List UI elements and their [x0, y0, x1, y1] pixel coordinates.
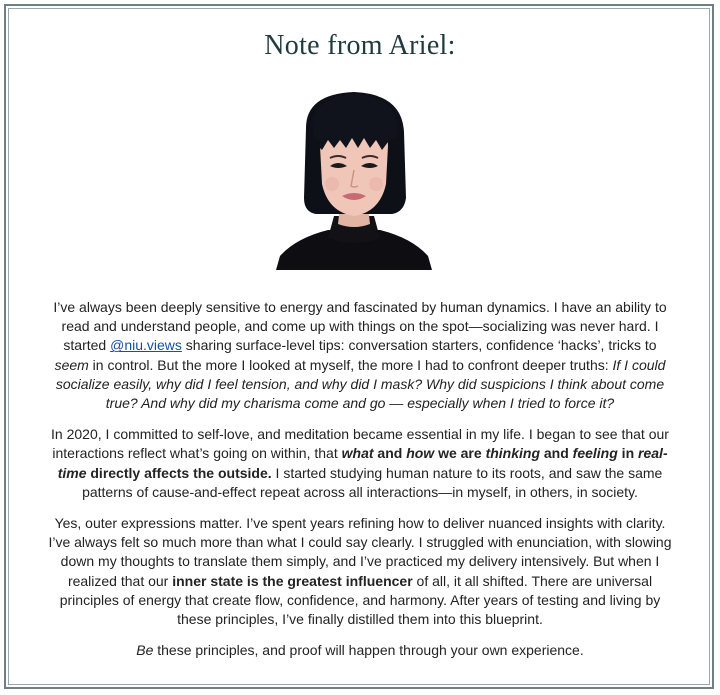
page-title: Note from Ariel: — [264, 30, 456, 61]
paragraph-1: I’ve always been deeply sensitive to energy and fascinated by human dynamics. I have an ability to read and understand people, and come up with things on the spot—socializing was never hard. I started @niu.views sharing surface-level tips: conversation starters, confidence ‘hacks’, tricks to seem in control. But the more I looked at myself, the more I had to confront deeper truths: If I could socialize easily, why did I feel tension, and why did I mask? Why did suspicions I think about come true? And why did my charisma come and go — especially when I tried to force it? — [53, 299, 667, 412]
paragraph-2: In 2020, I committed to self-love, and meditation became essential in my life. I began to see that our interactions reflect what’s going on within, that what and how we are thinking and feeling in real-time directly affects the outside. I started studying human nature to its roots, and saw the same patterns of cause-and-effect repeat across all interactions—in myself, in others, in society. — [51, 426, 669, 500]
niu-views-link[interactable]: @niu.views — [110, 337, 182, 354]
note-body — [48, 298, 672, 672]
portrait-illustration — [276, 88, 432, 270]
paragraph-3: Yes, outer expressions matter. I’ve spent years refining how to deliver nuanced insights with clarity. I’ve always felt so much more than what I could say clearly. I struggled with enunciation, with slowing down my thoughts to translate them simply, and I’ve practiced my delivery intensively. But when I realized that our inner state is the greatest influencer of all, it all shifted. There are universal principles of energy that create flow, confidence, and harmony. After years of testing and living by these principles, I’ve finally distilled them into this blueprint. — [48, 515, 672, 628]
paragraph-4: Be these principles, and proof will happen through your own experience. — [136, 642, 584, 659]
